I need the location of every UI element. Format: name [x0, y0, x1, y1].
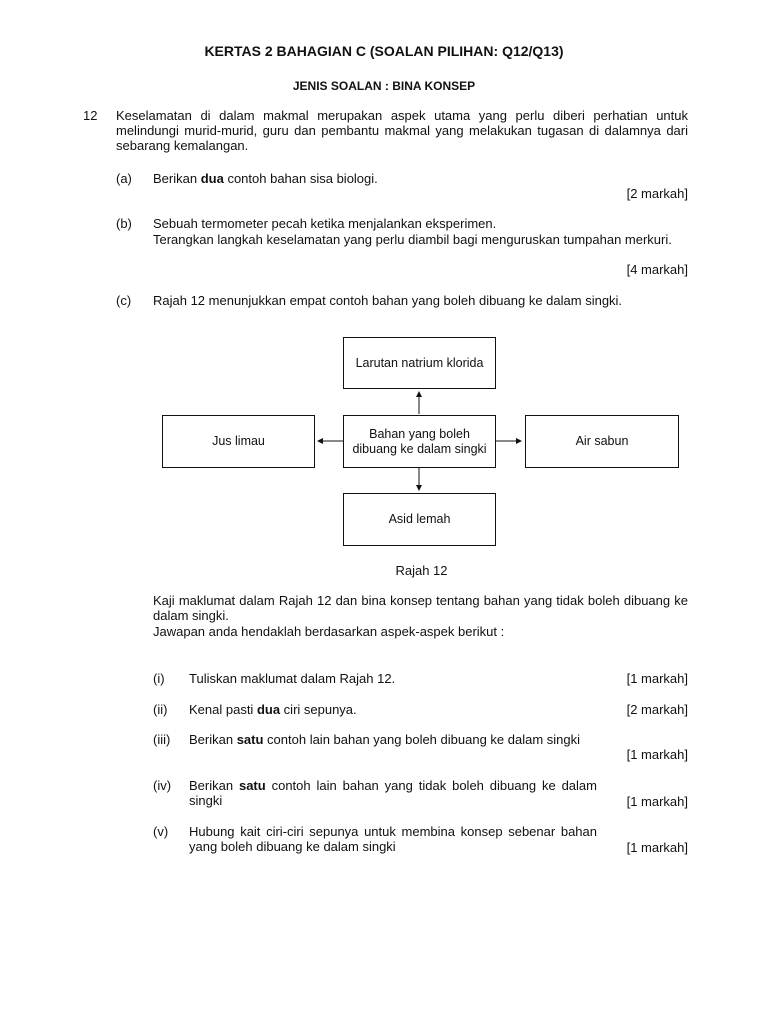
part-b-label: (b) [116, 216, 132, 231]
page-title: KERTAS 2 BAHAGIAN C (SOALAN PILIHAN: Q12/Q13) [204, 43, 564, 59]
part-c-text: Rajah 12 menunjukkan empat contoh bahan yang boleh dibuang ke dalam singki. [153, 293, 623, 308]
diagram-caption: Rajah 12 [395, 563, 448, 578]
subpart-label: (ii) [153, 702, 168, 717]
part-c-label: (c) [116, 293, 132, 308]
subpart-text: Kenal pasti dua ciri sepunya. [189, 702, 357, 717]
part-c-instructions: Kaji maklumat dalam Rajah 12 dan bina konsep tentang bahan yang tidak boleh dibuang ke dalam singki. [153, 593, 688, 623]
subpart-label: (v) [153, 824, 169, 839]
subpart-marks: [1 markah] [626, 840, 688, 855]
subpart-text: Berikan satu contoh lain bahan yang boleh dibuang ke dalam singki [189, 732, 581, 747]
diagram-box-left: Jus limau [162, 415, 315, 468]
part-a-marks: [2 markah] [626, 186, 688, 201]
part-c-instructions2: Jawapan anda hendaklah berdasarkan aspek-aspek berikut : [153, 624, 505, 639]
subpart-label: (iv) [153, 778, 172, 793]
diagram-box-bottom: Asid lemah [343, 493, 496, 546]
subpart-label: (iii) [153, 732, 171, 747]
subpart-text: Berikan satu contoh lain bahan yang tidak boleh dibuang ke dalam singki [189, 778, 597, 808]
subpart-marks: [1 markah] [626, 747, 688, 762]
page-subtitle: JENIS SOALAN : BINA KONSEP [292, 79, 476, 93]
question-number: 12 [83, 108, 98, 123]
part-a-label: (a) [116, 171, 132, 186]
part-a-text: Berikan dua contoh bahan sisa biologi. [153, 171, 378, 186]
diagram-box-center: Bahan yang boleh dibuang ke dalam singki [343, 415, 496, 468]
subpart-marks: [1 markah] [626, 671, 688, 686]
diagram-box-top: Larutan natrium klorida [343, 337, 496, 389]
subpart-marks: [1 markah] [626, 794, 688, 809]
subpart-label: (i) [153, 671, 165, 686]
diagram-box-right: Air sabun [525, 415, 679, 468]
subpart-text: Tuliskan maklumat dalam Rajah 12. [189, 671, 396, 686]
subpart-marks: [2 markah] [626, 702, 688, 717]
question-intro: Keselamatan di dalam makmal merupakan aspek utama yang perlu diberi perhatian untuk melindungi murid-murid, guru dan pembantu makmal yang melakukan tugasan di dalamnya dari sebarang kemalangan. [116, 108, 688, 153]
part-b-marks: [4 markah] [626, 262, 688, 277]
part-b-line1: Sebuah termometer pecah ketika menjalankan eksperimen. [153, 216, 497, 231]
part-b-line2: Terangkan langkah keselamatan yang perlu diambil bagi menguruskan tumpahan merkuri. [153, 232, 672, 247]
subpart-text: Hubung kait ciri-ciri sepunya untuk membina konsep sebenar bahan yang boleh dibuang ke dalam singki [189, 824, 597, 854]
